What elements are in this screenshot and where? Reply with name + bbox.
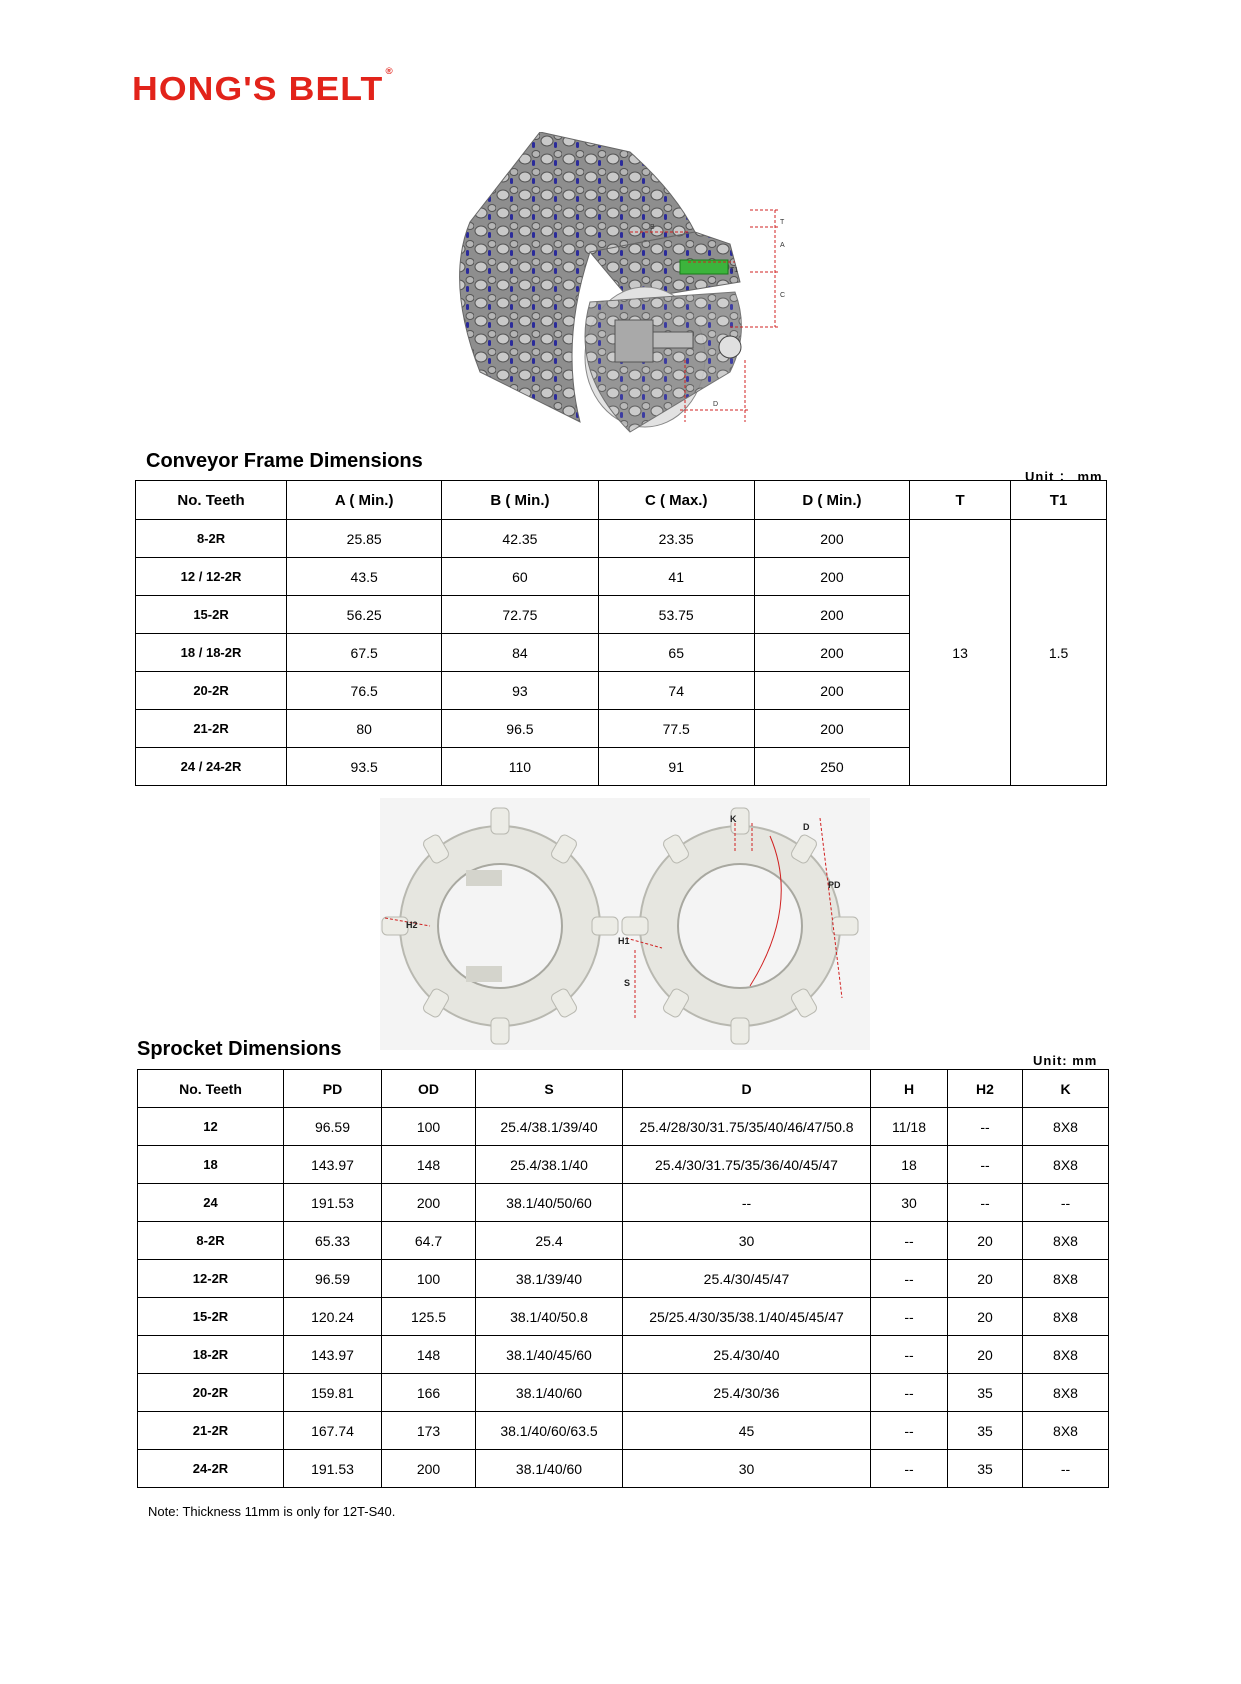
cell: 65.33 <box>284 1222 382 1260</box>
brand-logo <box>132 66 394 108</box>
cell: 12-2R <box>138 1260 284 1298</box>
sprocket-label-s: S <box>624 978 631 988</box>
cell: 77.5 <box>598 710 754 748</box>
cell: 38.1/39/40 <box>476 1260 623 1298</box>
cell: 173 <box>382 1412 476 1450</box>
cell: -- <box>623 1184 871 1222</box>
cell: 120.24 <box>284 1298 382 1336</box>
cell: 100 <box>382 1260 476 1298</box>
cell: 20-2R <box>136 672 287 710</box>
belt-label-a: A <box>780 242 785 249</box>
cell: 24 <box>138 1184 284 1222</box>
table-row <box>138 1374 1109 1412</box>
cell: -- <box>871 1222 948 1260</box>
cell: 38.1/40/50.8 <box>476 1298 623 1336</box>
cell: 20 <box>948 1298 1023 1336</box>
thickness-note: Note: Thickness 11mm is only for 12T-S40. <box>148 1504 396 1519</box>
cell: 18-2R <box>138 1336 284 1374</box>
cell: 8-2R <box>136 520 287 558</box>
cell: -- <box>871 1374 948 1412</box>
cell: 12 <box>138 1108 284 1146</box>
cell: 8X8 <box>1023 1146 1109 1184</box>
cell: 159.81 <box>284 1374 382 1412</box>
cell: 18 <box>138 1146 284 1184</box>
sprocket-header-s: S <box>476 1070 623 1108</box>
belt-diagram <box>430 132 830 457</box>
cell: 38.1/40/60 <box>476 1374 623 1412</box>
cell: 93.5 <box>287 748 442 786</box>
conveyor-header-row <box>136 481 1107 520</box>
cell: 67.5 <box>287 634 442 672</box>
cell: 15-2R <box>136 596 287 634</box>
cell: 24 / 24-2R <box>136 748 287 786</box>
table-row <box>138 1412 1109 1450</box>
cell: -- <box>871 1450 948 1488</box>
cell: 20 <box>948 1260 1023 1298</box>
cell: 76.5 <box>287 672 442 710</box>
cell: 21-2R <box>136 710 287 748</box>
cell: 60 <box>442 558 598 596</box>
cell: 200 <box>754 596 909 634</box>
conveyor-frame-table <box>135 480 1107 786</box>
cell: 96.59 <box>284 1260 382 1298</box>
cell: 30 <box>623 1222 871 1260</box>
table-row <box>138 1222 1109 1260</box>
sprocket-header-h: H <box>871 1070 948 1108</box>
cell: 191.53 <box>284 1184 382 1222</box>
conveyor-header-a: A ( Min.) <box>287 481 442 520</box>
cell: 25.85 <box>287 520 442 558</box>
cell: 148 <box>382 1146 476 1184</box>
cell: 38.1/40/60 <box>476 1450 623 1488</box>
cell: 25.4/30/40 <box>623 1336 871 1374</box>
table-row <box>136 520 1107 558</box>
cell: 72.75 <box>442 596 598 634</box>
cell: 11/18 <box>871 1108 948 1146</box>
cell: 56.25 <box>287 596 442 634</box>
cell: 8X8 <box>1023 1374 1109 1412</box>
sprocket-diagram <box>380 798 870 1050</box>
table-row <box>138 1146 1109 1184</box>
belt-label-t: T <box>780 219 785 226</box>
cell: 35 <box>948 1450 1023 1488</box>
cell: 42.35 <box>442 520 598 558</box>
belt-label-t1: T1 <box>730 267 739 274</box>
sprocket-header-od: OD <box>382 1070 476 1108</box>
cell: 25.4 <box>476 1222 623 1260</box>
table-row <box>138 1336 1109 1374</box>
conveyor-header-no-teeth: No. Teeth <box>136 481 287 520</box>
cell: -- <box>948 1146 1023 1184</box>
brand-name: HONG'S BELT <box>132 70 384 107</box>
sprocket-label-h1: H1 <box>618 936 630 946</box>
cell: 8X8 <box>1023 1336 1109 1374</box>
sprocket-header-row <box>138 1070 1109 1108</box>
cell: 200 <box>754 558 909 596</box>
cell: 25.4/30/31.75/35/36/40/45/47 <box>623 1146 871 1184</box>
registered-mark: ® <box>385 66 394 76</box>
cell: 64.7 <box>382 1222 476 1260</box>
cell: 166 <box>382 1374 476 1412</box>
cell: 15-2R <box>138 1298 284 1336</box>
cell: 38.1/40/45/60 <box>476 1336 623 1374</box>
conveyor-header-t1: T1 <box>1011 481 1107 520</box>
cell: 200 <box>382 1450 476 1488</box>
cell: -- <box>1023 1450 1109 1488</box>
cell: 200 <box>754 520 909 558</box>
sprocket-unit: Unit: mm <box>1033 1053 1098 1068</box>
cell: 74 <box>598 672 754 710</box>
table-row <box>138 1260 1109 1298</box>
table-row <box>138 1184 1109 1222</box>
cell: 8-2R <box>138 1222 284 1260</box>
cell: 191.53 <box>284 1450 382 1488</box>
sprocket-header-k: K <box>1023 1070 1109 1108</box>
cell: 30 <box>871 1184 948 1222</box>
cell: 20 <box>948 1336 1023 1374</box>
t1-value-cell: 1.5 <box>1011 520 1107 786</box>
cell: 53.75 <box>598 596 754 634</box>
sprocket-table <box>137 1069 1109 1488</box>
cell: 8X8 <box>1023 1222 1109 1260</box>
cell: 100 <box>382 1108 476 1146</box>
cell: 8X8 <box>1023 1412 1109 1450</box>
cell: 23.35 <box>598 520 754 558</box>
cell: 8X8 <box>1023 1298 1109 1336</box>
cell: 12 / 12-2R <box>136 558 287 596</box>
conveyor-unit: Unit ： mm <box>1025 469 1103 484</box>
sprocket-header-no-teeth: No. Teeth <box>138 1070 284 1108</box>
cell: 25.4/30/36 <box>623 1374 871 1412</box>
cell: -- <box>948 1184 1023 1222</box>
conveyor-header-d: D ( Min.) <box>754 481 909 520</box>
cell: 148 <box>382 1336 476 1374</box>
cell: 20 <box>948 1222 1023 1260</box>
cell: 200 <box>754 710 909 748</box>
t-value-cell: 13 <box>910 520 1011 786</box>
cell: 20-2R <box>138 1374 284 1412</box>
cell: 25.4/38.1/39/40 <box>476 1108 623 1146</box>
cell: 25.4/38.1/40 <box>476 1146 623 1184</box>
cell: 18 / 18-2R <box>136 634 287 672</box>
cell: 43.5 <box>287 558 442 596</box>
sprocket-label-k: K <box>730 814 737 824</box>
cell: 45 <box>623 1412 871 1450</box>
conveyor-header-c: C ( Max.) <box>598 481 754 520</box>
sprocket-title: Sprocket Dimensions <box>137 1038 342 1060</box>
cell: -- <box>1023 1184 1109 1222</box>
cell: 143.97 <box>284 1336 382 1374</box>
cell: 80 <box>287 710 442 748</box>
cell: -- <box>871 1336 948 1374</box>
cell: -- <box>948 1108 1023 1146</box>
cell: 24-2R <box>138 1450 284 1488</box>
cell: 8X8 <box>1023 1108 1109 1146</box>
cell: 38.1/40/60/63.5 <box>476 1412 623 1450</box>
cell: 25/25.4/30/35/38.1/40/45/45/47 <box>623 1298 871 1336</box>
cell: 84 <box>442 634 598 672</box>
cell: 200 <box>754 672 909 710</box>
belt-label-b: B <box>650 224 655 231</box>
cell: 200 <box>382 1184 476 1222</box>
cell: 110 <box>442 748 598 786</box>
cell: 25.4/28/30/31.75/35/40/46/47/50.8 <box>623 1108 871 1146</box>
sprocket-table-body <box>138 1108 1109 1488</box>
cell: 8X8 <box>1023 1260 1109 1298</box>
cell: 250 <box>754 748 909 786</box>
cell: 30 <box>623 1450 871 1488</box>
table-row <box>138 1298 1109 1336</box>
sprocket-header-h2: H2 <box>948 1070 1023 1108</box>
cell: 38.1/40/50/60 <box>476 1184 623 1222</box>
sprocket-label-d: D <box>803 822 810 832</box>
sprocket-label-h2: H2 <box>406 920 418 930</box>
table-row <box>138 1108 1109 1146</box>
cell: -- <box>871 1260 948 1298</box>
cell: 143.97 <box>284 1146 382 1184</box>
conveyor-header-b: B ( Min.) <box>442 481 598 520</box>
conveyor-title: Conveyor Frame Dimensions <box>146 450 423 472</box>
cell: -- <box>871 1298 948 1336</box>
cell: 93 <box>442 672 598 710</box>
conveyor-header-t: T <box>910 481 1011 520</box>
cell: 25.4/30/45/47 <box>623 1260 871 1298</box>
cell: 167.74 <box>284 1412 382 1450</box>
cell: 96.59 <box>284 1108 382 1146</box>
cell: 18 <box>871 1146 948 1184</box>
sprocket-header-pd: PD <box>284 1070 382 1108</box>
cell: 65 <box>598 634 754 672</box>
cell: 21-2R <box>138 1412 284 1450</box>
sprocket-label-pd: PD <box>828 880 841 890</box>
cell: 200 <box>754 634 909 672</box>
cell: 35 <box>948 1374 1023 1412</box>
table-row <box>138 1450 1109 1488</box>
belt-label-c: C <box>780 292 786 299</box>
cell: -- <box>871 1412 948 1450</box>
cell: 96.5 <box>442 710 598 748</box>
belt-label-d: D <box>713 401 719 408</box>
cell: 91 <box>598 748 754 786</box>
cell: 41 <box>598 558 754 596</box>
sprocket-header-d: D <box>623 1070 871 1108</box>
cell: 125.5 <box>382 1298 476 1336</box>
cell: 35 <box>948 1412 1023 1450</box>
